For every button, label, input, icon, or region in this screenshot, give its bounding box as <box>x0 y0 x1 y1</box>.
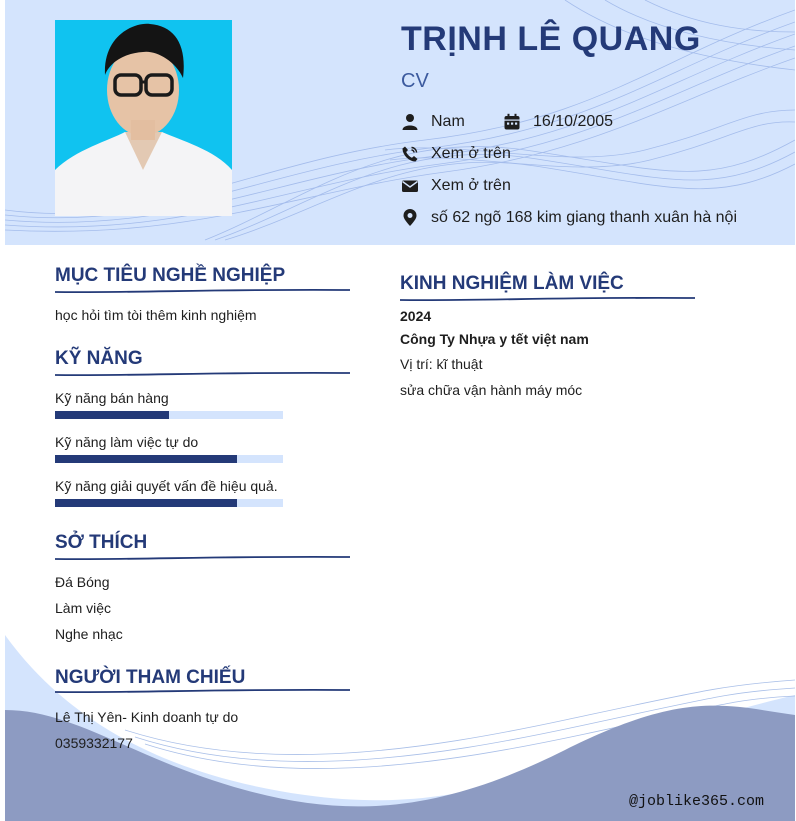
person-silhouette-icon <box>55 20 232 216</box>
objective-underline <box>55 286 350 296</box>
skills-title: KỸ NĂNG <box>55 348 143 369</box>
experience-title: KINH NGHIỆM LÀM VIỆC <box>400 273 624 294</box>
calendar-icon <box>503 113 521 131</box>
hobbies-title: SỞ THÍCH <box>55 532 148 553</box>
hobby-item: Nghe nhạc <box>55 626 123 642</box>
objective-text: học hỏi tìm tòi thêm kinh nghiệm <box>55 307 257 323</box>
phone-info <box>401 145 511 163</box>
objective-title: MỤC TIÊU NGHỀ NGHIỆP <box>55 265 286 286</box>
skill-bar <box>55 411 283 419</box>
hobbies-underline <box>55 553 350 563</box>
references-title: NGƯỜI THAM CHIẾU <box>55 667 246 688</box>
profile-photo <box>55 20 232 216</box>
skill-label: Kỹ năng làm việc tự do <box>55 434 199 450</box>
envelope-icon <box>401 177 419 195</box>
experience-description: sửa chữa vận hành máy móc <box>400 382 583 398</box>
reference-line: Lê Thị Yên- Kinh doanh tự do <box>55 709 239 725</box>
map-pin-icon <box>401 209 419 227</box>
skill-bar-fill <box>55 455 237 463</box>
birthdate-info <box>503 113 613 131</box>
phone-icon <box>401 145 419 163</box>
skill-bar-fill <box>55 499 237 507</box>
gender-info <box>401 113 465 131</box>
user-icon <box>401 113 419 131</box>
email-value: Xem ở trên <box>431 177 511 194</box>
experience-position: Vị trí: kĩ thuật <box>400 356 483 372</box>
skill-bar-fill <box>55 411 169 419</box>
hobby-item: Làm việc <box>55 600 112 616</box>
cv-header <box>5 0 795 245</box>
brand-watermark: @joblike365.com <box>628 793 764 810</box>
gender-value: Nam <box>431 113 465 130</box>
email-info <box>401 177 511 195</box>
hobby-item: Đá Bóng <box>55 574 110 590</box>
references-underline <box>55 686 350 696</box>
skill-label: Kỹ năng giải quyết vấn đề hiệu quả. <box>55 478 278 494</box>
address-value: số 62 ngõ 168 kim giang thanh xuân hà nội <box>431 209 738 226</box>
cv-subtitle: CV <box>401 70 429 92</box>
cv-page <box>5 0 795 821</box>
birthdate-value: 16/10/2005 <box>533 113 614 130</box>
skill-label: Kỹ năng bán hàng <box>55 390 169 406</box>
reference-line: 0359332177 <box>55 735 133 751</box>
skill-bar <box>55 499 283 507</box>
experience-company: Công Ty Nhựa y tết việt nam <box>400 331 589 347</box>
phone-value: Xem ở trên <box>431 145 511 162</box>
skill-bar <box>55 455 283 463</box>
skills-underline <box>55 369 350 379</box>
candidate-name: TRỊNH LÊ QUANG <box>401 20 701 58</box>
address-info <box>401 209 737 227</box>
experience-year: 2024 <box>400 308 432 324</box>
experience-underline <box>400 294 695 304</box>
